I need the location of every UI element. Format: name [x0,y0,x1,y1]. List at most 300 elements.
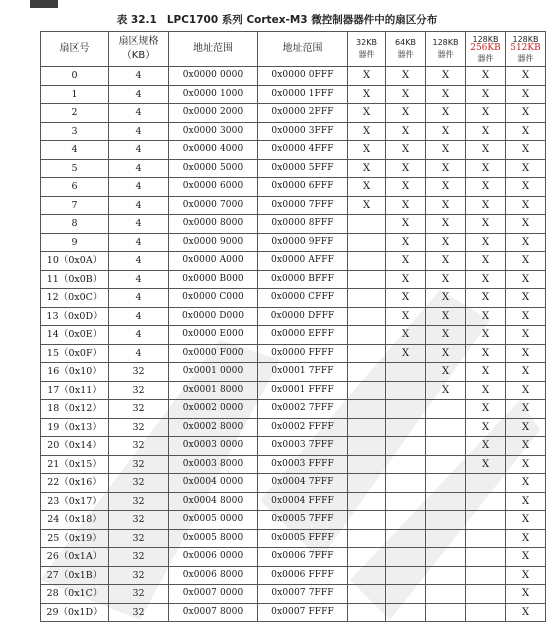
handwritten-256kb-note: 256KB [470,42,501,53]
device-32kb-cell [348,529,386,548]
caption-text: LPC1700 系列 Cortex-M3 微控制器器件中的扇区分布 [166,14,438,26]
device-256kb-cell: X [466,178,506,197]
device-64kb-cell [386,437,426,456]
sector-size-cell: 4 [109,307,169,326]
address-start-cell: 0x0004 0000 [169,474,258,493]
device-64kb-cell [386,511,426,530]
sector-number-cell: 12（0x0C） [41,289,109,308]
device-128kb-cell [426,585,466,604]
address-end-cell: 0x0000 9FFF [258,233,348,252]
address-start-cell: 0x0000 6000 [169,178,258,197]
device-512kb-cell: X [506,529,546,548]
sector-size-cell: 4 [109,141,169,160]
table-caption [0,12,554,27]
device-256kb-cell: X [466,344,506,363]
sector-number-cell: 17（0x11） [41,381,109,400]
address-start-cell: 0x0000 4000 [169,141,258,160]
device-32kb-cell [348,474,386,493]
device-64kb-cell [386,400,426,419]
device-512kb-cell: X [506,363,546,382]
device-512kb-cell: X [506,566,546,585]
address-end-cell: 0x0000 EFFF [258,326,348,345]
device-128kb-cell: X [426,141,466,160]
address-end-cell: 0x0003 7FFF [258,437,348,456]
device-256kb-cell: X [466,381,506,400]
sector-size-cell: 4 [109,122,169,141]
sector-size-cell: 32 [109,400,169,419]
device-64kb-cell [386,418,426,437]
device-128kb-cell: X [426,85,466,104]
address-end-cell: 0x0001 FFFF [258,381,348,400]
address-end-cell: 0x0005 7FFF [258,511,348,530]
address-start-cell: 0x0007 8000 [169,603,258,622]
header-32kb-device [348,32,386,67]
header-address-range-1: 地址范围 [169,32,258,67]
address-start-cell: 0x0001 8000 [169,381,258,400]
address-start-cell: 0x0000 8000 [169,215,258,234]
sector-number-cell: 23（0x17） [41,492,109,511]
table-row [41,67,546,86]
table-row [41,196,546,215]
device-128kb-cell [426,511,466,530]
device-512kb-cell: X [506,603,546,622]
sector-number-cell: 5 [41,159,109,178]
sector-number-cell: 15（0x0F） [41,344,109,363]
table-row [41,233,546,252]
address-end-cell: 0x0006 7FFF [258,548,348,567]
table-row [41,270,546,289]
address-end-cell: 0x0000 5FFF [258,159,348,178]
device-256kb-cell: X [466,159,506,178]
address-end-cell: 0x0000 2FFF [258,104,348,123]
sector-number-cell: 11（0x0B） [41,270,109,289]
device-256kb-cell: X [466,418,506,437]
table-row [41,307,546,326]
sector-size-cell: 32 [109,603,169,622]
table-row [41,492,546,511]
device-256kb-cell: X [466,196,506,215]
address-start-cell: 0x0000 C000 [169,289,258,308]
table-row [41,400,546,419]
address-end-cell: 0x0007 FFFF [258,603,348,622]
device-512kb-cell: X [506,381,546,400]
sector-size-cell: 32 [109,566,169,585]
device-64kb-cell [386,548,426,567]
device-128kb-cell: X [426,215,466,234]
sector-size-cell: 4 [109,104,169,123]
header-64kb-device [386,32,426,67]
device-128kb-cell: X [426,104,466,123]
sector-number-cell: 24（0x18） [41,511,109,530]
sector-size-cell: 4 [109,344,169,363]
address-start-cell: 0x0000 B000 [169,270,258,289]
address-end-cell: 0x0000 7FFF [258,196,348,215]
device-512kb-cell: X [506,233,546,252]
sector-size-cell: 32 [109,511,169,530]
table-row [41,141,546,160]
device-256kb-cell: X [466,400,506,419]
device-32kb-cell [348,585,386,604]
device-256kb-cell [466,511,506,530]
device-32kb-cell: X [348,67,386,86]
device-64kb-cell: X [386,141,426,160]
device-64kb-cell: X [386,252,426,271]
address-end-cell: 0x0001 7FFF [258,363,348,382]
device-512kb-cell: X [506,474,546,493]
device-256kb-cell: X [466,141,506,160]
device-32kb-cell: X [348,196,386,215]
sector-size-cell: 4 [109,215,169,234]
device-512kb-cell: X [506,400,546,419]
table-row [41,474,546,493]
device-512kb-cell: X [506,215,546,234]
device-64kb-cell: X [386,233,426,252]
device-128kb-cell: X [426,344,466,363]
header-128kb-line1: 128KB [432,38,459,47]
device-32kb-cell [348,492,386,511]
device-64kb-cell [386,566,426,585]
address-end-cell: 0x0000 CFFF [258,289,348,308]
address-end-cell: 0x0002 7FFF [258,400,348,419]
sector-number-cell: 4 [41,141,109,160]
address-start-cell: 0x0005 0000 [169,511,258,530]
device-32kb-cell [348,400,386,419]
device-32kb-cell [348,363,386,382]
device-64kb-cell [386,474,426,493]
table-row [41,344,546,363]
header-64kb-line1: 64KB [395,38,416,47]
address-end-cell: 0x0000 3FFF [258,122,348,141]
sector-size-cell: 32 [109,381,169,400]
device-128kb-cell: X [426,381,466,400]
address-start-cell: 0x0001 0000 [169,363,258,382]
sector-number-cell: 27（0x1B） [41,566,109,585]
device-32kb-cell [348,566,386,585]
header-sector-number: 扇区号 [41,32,109,67]
table-row [41,363,546,382]
device-64kb-cell [386,381,426,400]
table-row [41,326,546,345]
address-start-cell: 0x0000 9000 [169,233,258,252]
address-end-cell: 0x0000 BFFF [258,270,348,289]
handwritten-512kb-note: 512KB [510,42,541,53]
device-256kb-cell [466,585,506,604]
sector-size-cell: 4 [109,196,169,215]
device-512kb-cell: X [506,252,546,271]
device-512kb-cell: X [506,511,546,530]
device-512kb-cell: X [506,492,546,511]
address-start-cell: 0x0000 1000 [169,85,258,104]
device-128kb-cell: X [426,307,466,326]
address-start-cell: 0x0000 A000 [169,252,258,271]
sector-number-cell: 1 [41,85,109,104]
table-body [41,67,546,622]
device-128kb-cell: X [426,233,466,252]
sector-number-cell: 19（0x13） [41,418,109,437]
table-row [41,178,546,197]
device-128kb-cell [426,529,466,548]
sector-size-cell: 32 [109,474,169,493]
device-32kb-cell: X [348,159,386,178]
header-32kb-line1: 32KB [356,38,377,47]
device-64kb-cell: X [386,122,426,141]
device-64kb-cell: X [386,85,426,104]
device-256kb-cell [466,603,506,622]
sector-number-cell: 3 [41,122,109,141]
address-start-cell: 0x0000 5000 [169,159,258,178]
sector-number-cell: 9 [41,233,109,252]
table-row [41,585,546,604]
table-row [41,85,546,104]
sector-size-cell: 32 [109,418,169,437]
device-32kb-cell [348,252,386,271]
sector-size-cell: 4 [109,326,169,345]
device-256kb-cell [466,566,506,585]
sector-size-cell: 4 [109,178,169,197]
device-512kb-cell: X [506,85,546,104]
address-end-cell: 0x0000 AFFF [258,252,348,271]
table-row [41,455,546,474]
table-row [41,289,546,308]
device-32kb-cell [348,437,386,456]
sector-size-cell: 32 [109,548,169,567]
device-256kb-cell: X [466,252,506,271]
table-row [41,548,546,567]
sector-number-cell: 10（0x0A） [41,252,109,271]
device-32kb-cell [348,289,386,308]
table-row [41,603,546,622]
device-32kb-cell: X [348,104,386,123]
device-256kb-cell: X [466,437,506,456]
header-256kb-line2: 器件 [477,53,494,63]
device-512kb-cell: X [506,307,546,326]
table-row [41,529,546,548]
top-decoration-bar [30,0,58,8]
sector-distribution-table [40,31,546,622]
header-sector-size [109,32,169,67]
address-start-cell: 0x0002 0000 [169,400,258,419]
device-256kb-cell: X [466,363,506,382]
sector-size-cell: 32 [109,437,169,456]
sector-size-cell: 4 [109,85,169,104]
device-128kb-cell [426,548,466,567]
address-start-cell: 0x0000 F000 [169,344,258,363]
header-address-range-2: 地址范围 [258,32,348,67]
sector-number-cell: 8 [41,215,109,234]
address-end-cell: 0x0003 FFFF [258,455,348,474]
sector-number-cell: 29（0x1D） [41,603,109,622]
sector-number-cell: 26（0x1A） [41,548,109,567]
sector-size-cell: 4 [109,252,169,271]
device-64kb-cell: X [386,67,426,86]
device-512kb-cell: X [506,159,546,178]
device-32kb-cell [348,270,386,289]
device-64kb-cell: X [386,104,426,123]
device-32kb-cell [348,511,386,530]
sector-size-cell: 4 [109,159,169,178]
sector-number-cell: 18（0x12） [41,400,109,419]
header-sector-size-line2: （KB） [121,50,156,61]
sector-number-cell: 7 [41,196,109,215]
device-512kb-cell: X [506,585,546,604]
sector-number-cell: 22（0x16） [41,474,109,493]
address-end-cell: 0x0000 4FFF [258,141,348,160]
sector-number-cell: 25（0x19） [41,529,109,548]
caption-number: 表 32.1 [116,14,157,26]
device-256kb-cell: X [466,122,506,141]
address-end-cell: 0x0000 1FFF [258,85,348,104]
sector-number-cell: 14（0x0E） [41,326,109,345]
device-32kb-cell: X [348,85,386,104]
sector-size-cell: 4 [109,289,169,308]
device-512kb-cell: X [506,455,546,474]
device-32kb-cell [348,381,386,400]
device-128kb-cell [426,603,466,622]
device-64kb-cell: X [386,215,426,234]
device-128kb-cell: X [426,326,466,345]
device-64kb-cell [386,492,426,511]
device-64kb-cell: X [386,344,426,363]
device-512kb-cell: X [506,67,546,86]
table-row [41,122,546,141]
device-128kb-cell [426,474,466,493]
device-128kb-cell: X [426,67,466,86]
device-256kb-cell: X [466,326,506,345]
device-512kb-cell: X [506,418,546,437]
address-end-cell: 0x0000 FFFF [258,344,348,363]
sector-size-cell: 4 [109,67,169,86]
sector-size-cell: 32 [109,529,169,548]
sector-number-cell: 21（0x15） [41,455,109,474]
address-end-cell: 0x0002 FFFF [258,418,348,437]
device-512kb-cell: X [506,178,546,197]
address-end-cell: 0x0004 7FFF [258,474,348,493]
header-512kb-line2: 器件 [517,53,534,63]
address-start-cell: 0x0003 0000 [169,437,258,456]
address-start-cell: 0x0000 D000 [169,307,258,326]
address-start-cell: 0x0007 0000 [169,585,258,604]
device-32kb-cell [348,233,386,252]
table-row [41,215,546,234]
device-64kb-cell [386,363,426,382]
sector-size-cell: 4 [109,270,169,289]
address-start-cell: 0x0002 8000 [169,418,258,437]
table-row [41,381,546,400]
device-64kb-cell [386,603,426,622]
device-128kb-cell: X [426,289,466,308]
device-128kb-cell [426,566,466,585]
device-256kb-cell: X [466,85,506,104]
sector-number-cell: 13（0x0D） [41,307,109,326]
device-128kb-cell: X [426,196,466,215]
address-start-cell: 0x0000 3000 [169,122,258,141]
table-row [41,104,546,123]
device-32kb-cell [348,307,386,326]
header-512kb-line1: 128KB [512,34,539,44]
table-row [41,511,546,530]
device-128kb-cell: X [426,252,466,271]
address-end-cell: 0x0000 DFFF [258,307,348,326]
device-32kb-cell [348,326,386,345]
device-512kb-cell: X [506,548,546,567]
device-64kb-cell: X [386,289,426,308]
table-row [41,252,546,271]
device-256kb-cell: X [466,270,506,289]
address-start-cell: 0x0000 2000 [169,104,258,123]
address-start-cell: 0x0000 7000 [169,196,258,215]
device-32kb-cell [348,215,386,234]
device-512kb-cell: X [506,122,546,141]
sector-number-cell: 20（0x14） [41,437,109,456]
device-128kb-cell [426,418,466,437]
address-end-cell: 0x0005 FFFF [258,529,348,548]
device-32kb-cell [348,455,386,474]
device-512kb-cell: X [506,104,546,123]
device-512kb-cell: X [506,196,546,215]
device-128kb-cell [426,455,466,474]
device-256kb-cell: X [466,67,506,86]
address-start-cell: 0x0000 E000 [169,326,258,345]
device-64kb-cell [386,455,426,474]
device-256kb-cell [466,474,506,493]
device-64kb-cell [386,529,426,548]
sector-size-cell: 32 [109,492,169,511]
sector-size-cell: 32 [109,363,169,382]
device-128kb-cell: X [426,363,466,382]
header-sector-size-line1: 扇区规格 [118,36,159,47]
address-end-cell: 0x0006 FFFF [258,566,348,585]
table-row [41,418,546,437]
device-512kb-cell: X [506,289,546,308]
sector-size-cell: 32 [109,585,169,604]
device-256kb-cell [466,548,506,567]
device-64kb-cell: X [386,159,426,178]
table-header-row [41,32,546,67]
address-start-cell: 0x0006 0000 [169,548,258,567]
address-start-cell: 0x0000 0000 [169,67,258,86]
sector-size-cell: 4 [109,233,169,252]
header-256kb-line1: 128KB [472,34,499,44]
table-row [41,566,546,585]
header-32kb-line2: 器件 [358,50,375,59]
device-32kb-cell [348,603,386,622]
sector-number-cell: 2 [41,104,109,123]
device-512kb-cell: X [506,437,546,456]
header-128kb-line2: 器件 [437,50,454,59]
address-end-cell: 0x0004 FFFF [258,492,348,511]
device-512kb-cell: X [506,270,546,289]
device-256kb-cell: X [466,455,506,474]
header-512kb-device [506,32,546,67]
device-256kb-cell: X [466,215,506,234]
sector-number-cell: 28（0x1C） [41,585,109,604]
device-64kb-cell [386,585,426,604]
device-128kb-cell: X [426,178,466,197]
device-256kb-cell: X [466,104,506,123]
address-start-cell: 0x0006 8000 [169,566,258,585]
device-512kb-cell: X [506,344,546,363]
address-start-cell: 0x0004 8000 [169,492,258,511]
address-end-cell: 0x0000 0FFF [258,67,348,86]
device-128kb-cell: X [426,159,466,178]
device-256kb-cell: X [466,307,506,326]
address-end-cell: 0x0007 7FFF [258,585,348,604]
sector-size-cell: 32 [109,455,169,474]
header-64kb-line2: 器件 [397,50,414,59]
device-256kb-cell: X [466,233,506,252]
device-512kb-cell: X [506,141,546,160]
device-32kb-cell: X [348,122,386,141]
